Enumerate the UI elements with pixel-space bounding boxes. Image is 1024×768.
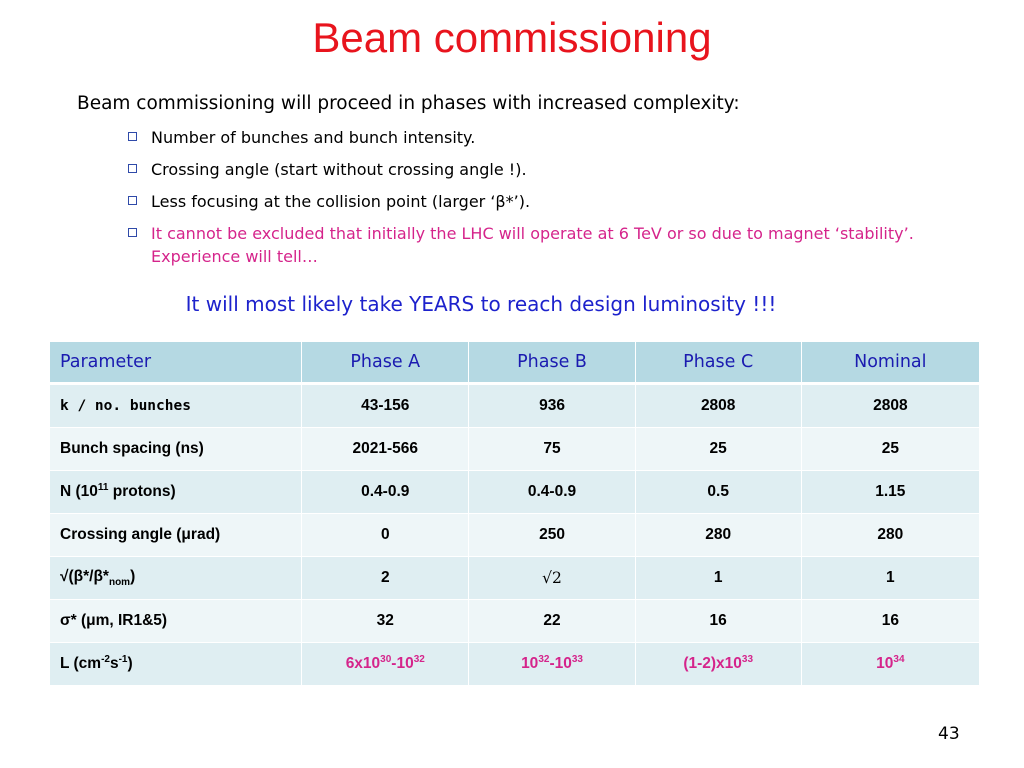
value-cell: 2808 <box>801 384 979 428</box>
value-cell: $(1-2)x10^{33}$ <box>635 643 801 686</box>
value-cell: 43-156 <box>302 384 469 428</box>
square-bullet-icon <box>128 164 137 173</box>
table-row <box>50 643 980 686</box>
param-cell: N ($10^{11}$ protons) <box>50 471 302 514</box>
highlight-text: It will most likely take YEARS to reach design luminosity !!! <box>185 292 777 316</box>
square-bullet-icon <box>128 228 137 237</box>
value-cell: 2 <box>302 557 469 600</box>
param-cell: σ* (μm, IR1&5) <box>50 600 302 643</box>
value-cell: √2 <box>469 557 635 600</box>
column-header: Phase C <box>635 342 801 384</box>
table-header-row <box>50 342 980 384</box>
column-header: Parameter <box>50 342 302 384</box>
value-cell: 22 <box>469 600 635 643</box>
value-cell: 1 <box>635 557 801 600</box>
square-bullet-icon <box>128 132 137 141</box>
value-cell: 16 <box>635 600 801 643</box>
bullet-item <box>126 158 966 181</box>
table-row <box>50 471 980 514</box>
value-cell: 0.4-0.9 <box>469 471 635 514</box>
value-cell: 280 <box>801 514 979 557</box>
bullet-item <box>126 126 966 149</box>
value-cell: $10^{34}$ <box>801 643 979 686</box>
table-row <box>50 514 980 557</box>
table-row <box>50 600 980 643</box>
bullet-text: Crossing angle (start without crossing angle !). <box>151 160 527 179</box>
parameters-table <box>49 341 980 686</box>
param-cell: Crossing angle (μrad) <box>50 514 302 557</box>
value-cell: 0.4-0.9 <box>302 471 469 514</box>
value-cell: 936 <box>469 384 635 428</box>
table-row <box>50 384 980 428</box>
bullet-list <box>126 126 966 277</box>
bullet-item <box>126 222 966 268</box>
value-cell: 280 <box>635 514 801 557</box>
value-cell: 25 <box>635 428 801 471</box>
param-cell: k / no. bunches <box>50 384 302 428</box>
slide-title: Beam commissioning <box>312 14 712 61</box>
value-cell: 32 <box>302 600 469 643</box>
column-header: Nominal <box>801 342 979 384</box>
intro-text: Beam commissioning will proceed in phases with increased complexity: <box>77 93 740 114</box>
value-cell: 2021-566 <box>302 428 469 471</box>
bullet-text: It cannot be excluded that initially the LHC will operate at 6 TeV or so due to magnet ‘stability’. Experience will tell… <box>151 224 914 266</box>
value-cell: 1 <box>801 557 979 600</box>
param-cell: Bunch spacing (ns) <box>50 428 302 471</box>
value-cell: $6x10^{30}-10^{32}$ <box>302 643 469 686</box>
table-row <box>50 557 980 600</box>
bullet-item <box>126 190 966 213</box>
param-cell: $√(\beta*/\beta*_{nom})$ <box>50 557 302 600</box>
value-cell: 0.5 <box>635 471 801 514</box>
value-cell: 16 <box>801 600 979 643</box>
value-cell: $10^{32}-10^{33}$ <box>469 643 635 686</box>
value-cell: 2808 <box>635 384 801 428</box>
value-cell: 75 <box>469 428 635 471</box>
value-cell: 25 <box>801 428 979 471</box>
param-cell: L $(cm^{-2}s^{-1})$ <box>50 643 302 686</box>
column-header: Phase B <box>469 342 635 384</box>
bullet-text: Number of bunches and bunch intensity. <box>151 128 476 147</box>
table-row <box>50 428 980 471</box>
column-header: Phase A <box>302 342 469 384</box>
bullet-text: Less focusing at the collision point (larger ‘β*’). <box>151 192 531 211</box>
value-cell: 1.15 <box>801 471 979 514</box>
square-bullet-icon <box>128 196 137 205</box>
value-cell: 250 <box>469 514 635 557</box>
page-number: 43 <box>938 724 960 744</box>
value-cell: 0 <box>302 514 469 557</box>
